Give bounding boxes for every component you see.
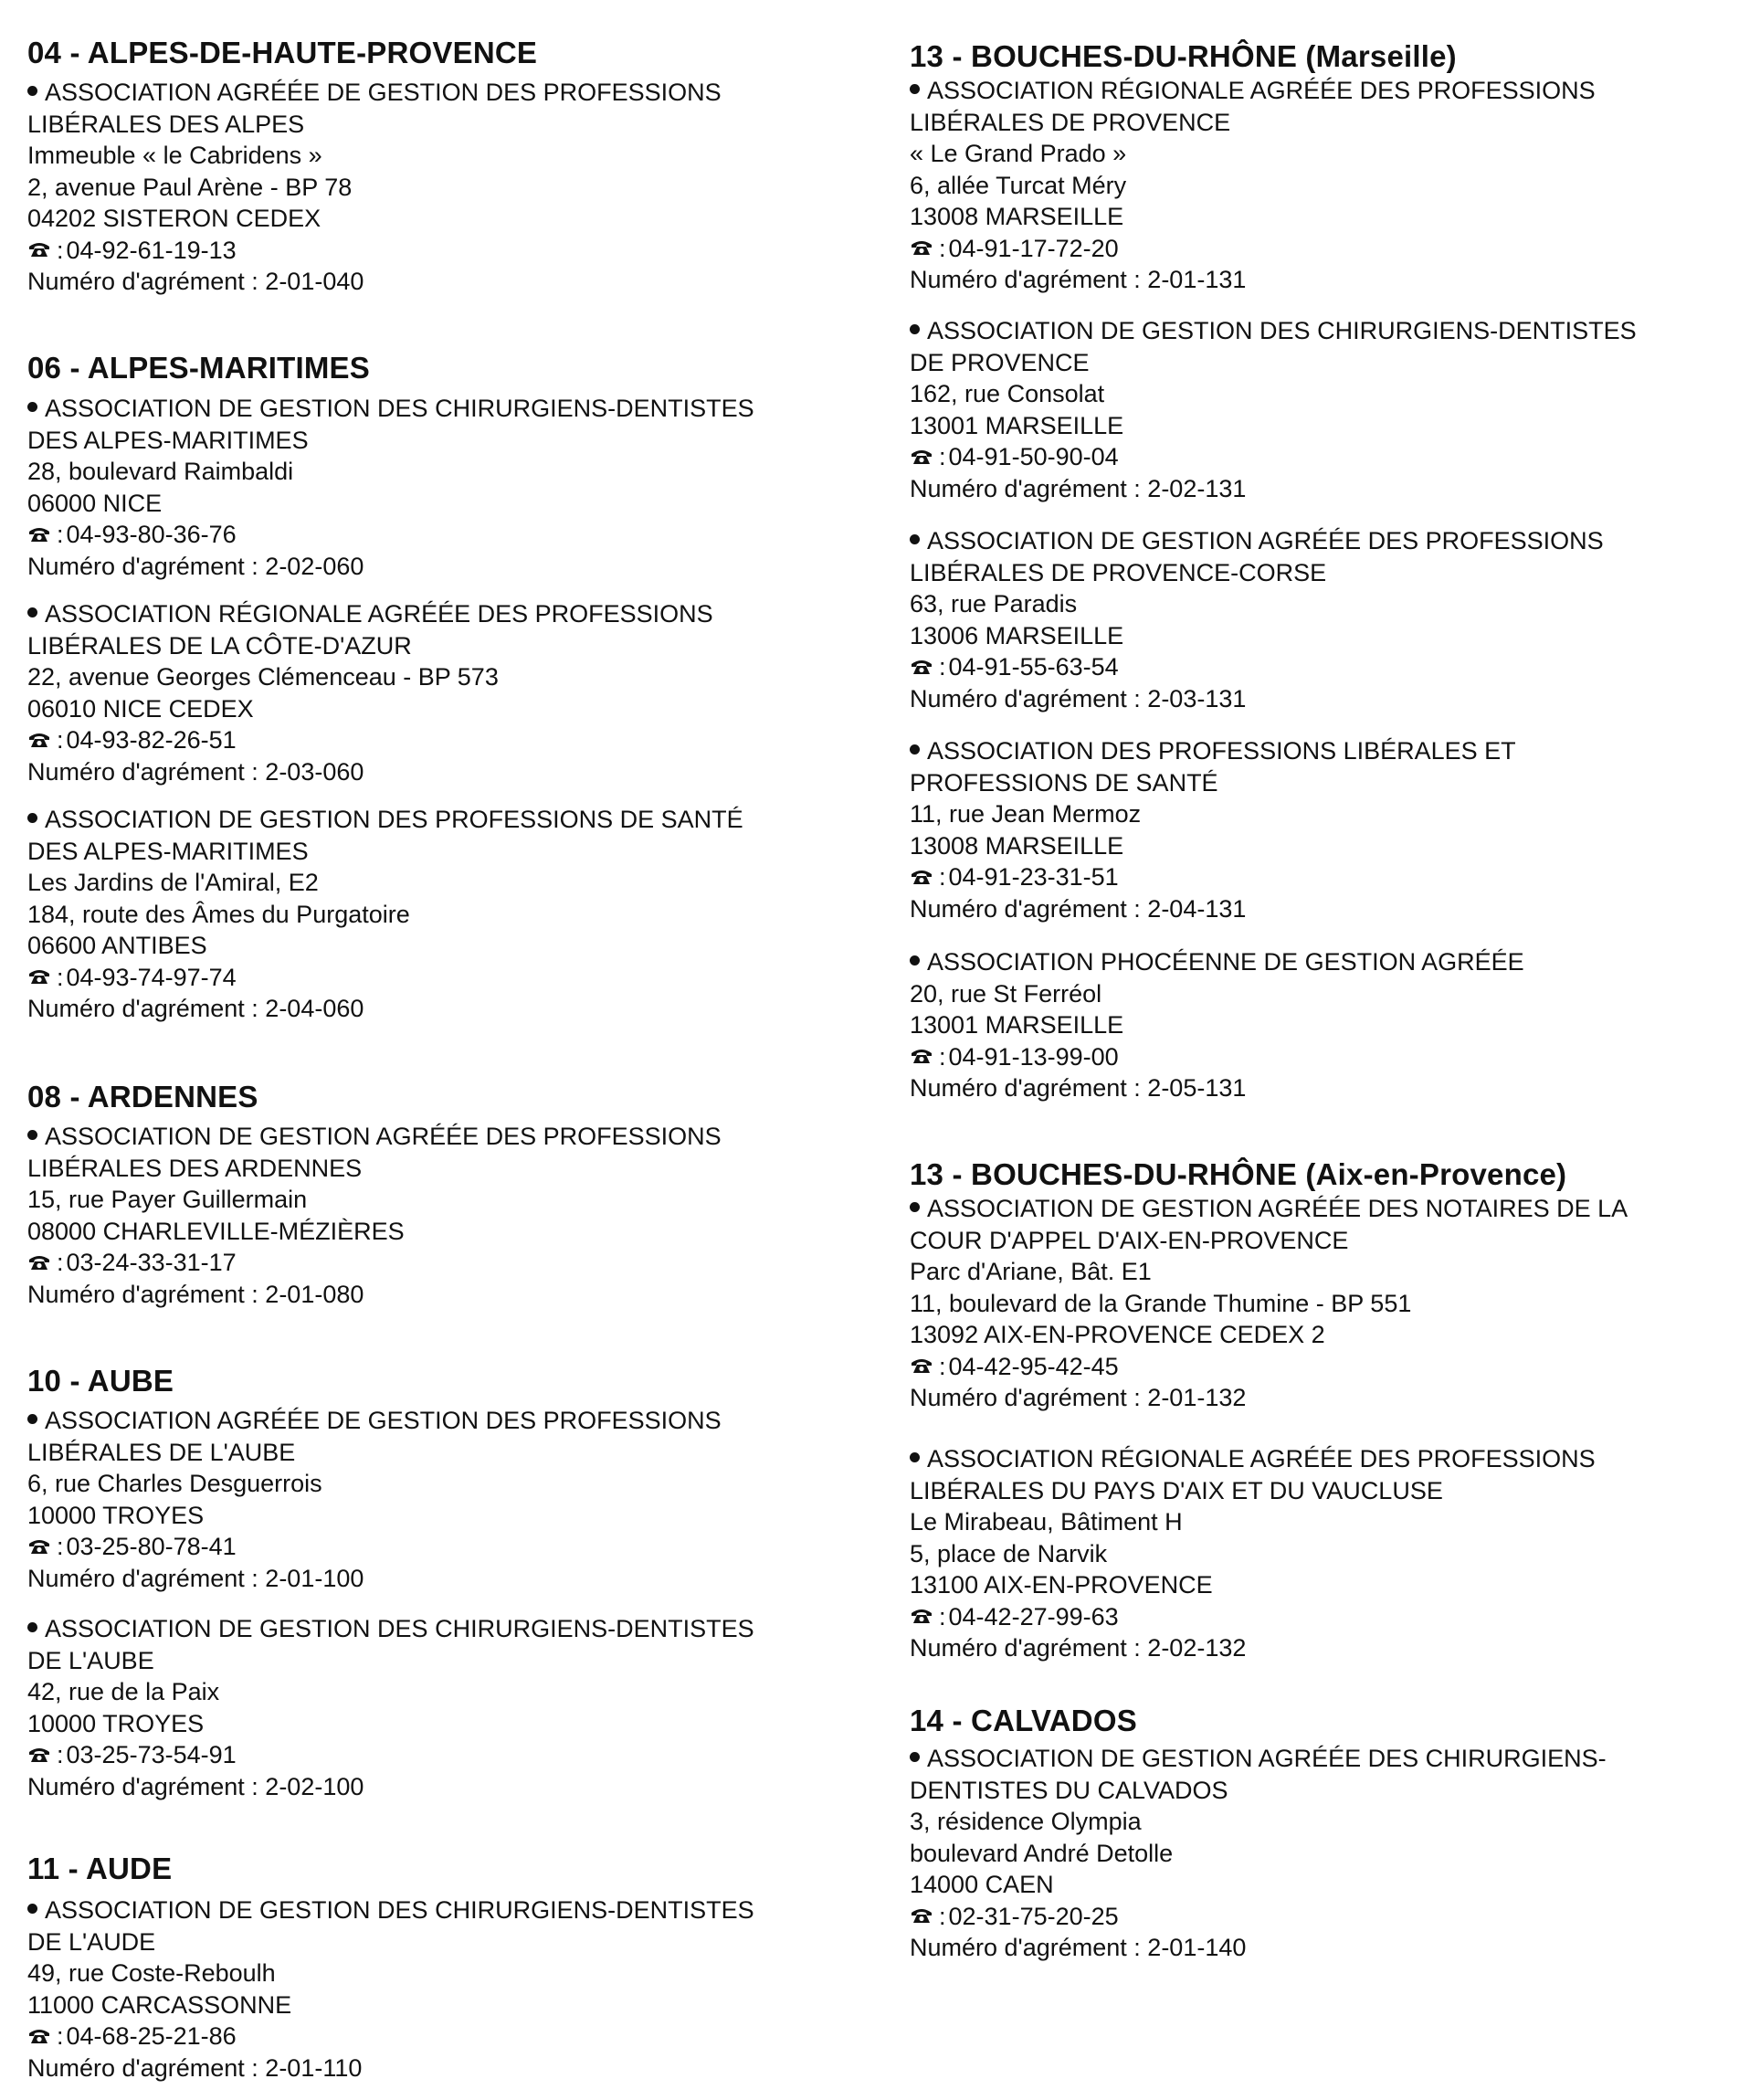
agrement-line bbox=[27, 756, 877, 788]
phone-separator: : bbox=[57, 521, 64, 548]
telephone-icon bbox=[910, 1906, 933, 1925]
association-name-line bbox=[910, 1193, 1739, 1225]
association-name-line bbox=[910, 1475, 1739, 1507]
association-name-text: LIBÉRALES DES ARDENNES bbox=[27, 1154, 363, 1182]
phone-separator: : bbox=[57, 1741, 64, 1768]
phone-line bbox=[27, 962, 877, 994]
association-entry bbox=[27, 598, 877, 787]
phone-separator: : bbox=[939, 1602, 946, 1630]
association-name-text: ASSOCIATION DE GESTION AGRÉÉE DES PROFESSIONS bbox=[927, 527, 1604, 554]
phone-line bbox=[27, 235, 877, 267]
address-line: 13006 MARSEILLE bbox=[910, 621, 1124, 649]
section-heading: 13 - BOUCHES-DU-RHÔNE (Marseille) bbox=[910, 39, 1457, 73]
association-entry bbox=[27, 1121, 877, 1310]
agrement-line bbox=[27, 2053, 877, 2084]
association-name-line bbox=[910, 946, 1739, 978]
phone-line bbox=[910, 1351, 1739, 1383]
association-name-line bbox=[27, 1437, 877, 1469]
association-entry bbox=[910, 1743, 1739, 1964]
agrement-label: Numéro d'agrément : bbox=[910, 1634, 1141, 1662]
association-name-line bbox=[910, 735, 1739, 767]
association-name-text: LIBÉRALES DE LA CÔTE-D'AZUR bbox=[27, 631, 412, 660]
section-heading: 10 - AUBE bbox=[27, 1364, 174, 1398]
section-heading: 13 - BOUCHES-DU-RHÔNE (Aix-en-Provence) bbox=[910, 1157, 1567, 1191]
phone-number: 04-91-23-31-51 bbox=[948, 863, 1119, 891]
agrement-number: 2-01-080 bbox=[265, 1280, 364, 1308]
agrement-label: Numéro d'agrément : bbox=[27, 2053, 258, 2082]
association-name-text: ASSOCIATION AGRÉÉE DE GESTION DES PROFESSIONS bbox=[45, 79, 722, 106]
association-name-text: LIBÉRALES DE L'AUBE bbox=[27, 1438, 296, 1466]
address-line: 49, rue Coste-Reboulh bbox=[27, 1959, 276, 1987]
address-line: 6, rue Charles Desguerrois bbox=[27, 1470, 322, 1497]
address-line: « Le Grand Prado » bbox=[910, 140, 1127, 167]
bullet-icon bbox=[910, 744, 920, 755]
association-name-line bbox=[27, 598, 877, 630]
phone-line bbox=[27, 1531, 877, 1563]
phone-number: 04-91-55-63-54 bbox=[948, 653, 1119, 681]
association-name-line bbox=[27, 836, 877, 868]
telephone-icon bbox=[910, 448, 933, 466]
phone-number: 04-91-17-72-20 bbox=[948, 234, 1119, 262]
phone-separator: : bbox=[57, 2022, 64, 2050]
association-entry bbox=[910, 1443, 1739, 1664]
address-line: 15, rue Payer Guillermain bbox=[27, 1186, 308, 1213]
association-name-line bbox=[910, 1443, 1739, 1475]
association-name-line bbox=[27, 77, 877, 109]
bullet-icon bbox=[27, 86, 37, 96]
section-heading: 08 - ARDENNES bbox=[27, 1080, 258, 1113]
phone-number: 04-93-82-26-51 bbox=[66, 726, 237, 754]
phone-line bbox=[910, 441, 1739, 473]
association-name-line bbox=[27, 1405, 877, 1437]
association-name-line bbox=[910, 1225, 1739, 1257]
phone-separator: : bbox=[57, 726, 64, 754]
address-line: 184, route des Âmes du Purgatoire bbox=[27, 900, 410, 928]
phone-number: 04-91-50-90-04 bbox=[948, 443, 1119, 470]
address-line: 42, rue de la Paix bbox=[27, 1678, 220, 1705]
association-name-text: ASSOCIATION RÉGIONALE AGRÉÉE DES PROFESSIONS bbox=[45, 600, 713, 628]
phone-separator: : bbox=[939, 234, 946, 262]
address-line: 162, rue Consolat bbox=[910, 380, 1105, 407]
association-name-line bbox=[27, 393, 877, 425]
agrement-label: Numéro d'agrément : bbox=[910, 266, 1141, 293]
agrement-label: Numéro d'agrément : bbox=[27, 552, 258, 580]
telephone-icon bbox=[910, 658, 933, 676]
address-line: Parc d'Ariane, Bât. E1 bbox=[910, 1258, 1152, 1285]
agrement-label: Numéro d'agrément : bbox=[910, 1384, 1141, 1411]
association-name-line bbox=[910, 347, 1739, 379]
agrement-line bbox=[910, 1382, 1739, 1414]
phone-line bbox=[27, 2021, 877, 2053]
association-name-line bbox=[27, 1894, 877, 1926]
section-heading: 11 - AUDE bbox=[27, 1852, 173, 1885]
address-line: 04202 SISTERON CEDEX bbox=[27, 205, 321, 232]
agrement-line bbox=[910, 1072, 1739, 1104]
bullet-icon bbox=[910, 324, 920, 334]
address-line: 13001 MARSEILLE bbox=[910, 1011, 1124, 1039]
bullet-icon bbox=[27, 813, 37, 823]
association-name-text: ASSOCIATION DE GESTION DES CHIRURGIENS-DENTISTES bbox=[45, 1615, 754, 1642]
agrement-line bbox=[27, 993, 877, 1025]
association-name-line bbox=[27, 109, 877, 141]
address-line: 06010 NICE CEDEX bbox=[27, 694, 254, 723]
association-name-text: ASSOCIATION RÉGIONALE AGRÉÉE DES PROFESSIONS bbox=[927, 1445, 1596, 1472]
phone-separator: : bbox=[939, 1902, 946, 1930]
association-name-line bbox=[27, 1153, 877, 1185]
agrement-number: 2-01-110 bbox=[265, 2053, 363, 2082]
phone-number: 04-93-74-97-74 bbox=[66, 963, 237, 991]
association-name-text: PROFESSIONS DE SANTÉ bbox=[910, 768, 1218, 797]
association-name-line bbox=[27, 804, 877, 836]
address-line: 06600 ANTIBES bbox=[27, 932, 207, 959]
agrement-label: Numéro d'agrément : bbox=[910, 474, 1141, 502]
address-line: 13008 MARSEILLE bbox=[910, 831, 1124, 860]
phone-line bbox=[910, 233, 1739, 265]
agrement-number: 2-03-060 bbox=[265, 757, 364, 786]
agrement-label: Numéro d'agrément : bbox=[910, 1074, 1141, 1102]
phone-line bbox=[910, 1041, 1739, 1073]
telephone-icon bbox=[27, 240, 51, 259]
agrement-number: 2-01-132 bbox=[1147, 1384, 1247, 1411]
section-heading: 04 - ALPES-DE-HAUTE-PROVENCE bbox=[27, 36, 538, 69]
address-line: boulevard André Detolle bbox=[910, 1839, 1174, 1867]
association-name-text: DES ALPES-MARITIMES bbox=[27, 837, 309, 865]
agrement-line bbox=[910, 264, 1739, 296]
agrement-number: 2-05-131 bbox=[1147, 1074, 1247, 1102]
phone-line bbox=[910, 1601, 1739, 1633]
association-name-text: ASSOCIATION RÉGIONALE AGRÉÉE DES PROFESSIONS bbox=[927, 77, 1596, 104]
association-name-text: ASSOCIATION DE GESTION AGRÉÉE DES CHIRURGIENS- bbox=[927, 1745, 1607, 1772]
association-name-text: ASSOCIATION DE GESTION DES PROFESSIONS DE SANTÉ bbox=[45, 806, 743, 833]
phone-separator: : bbox=[939, 653, 946, 681]
association-name-text: ASSOCIATION DE GESTION AGRÉÉE DES PROFESSIONS bbox=[45, 1123, 722, 1150]
association-name-line bbox=[910, 107, 1739, 139]
agrement-number: 2-03-131 bbox=[1147, 684, 1247, 712]
phone-line bbox=[910, 1901, 1739, 1933]
agrement-line bbox=[27, 1771, 877, 1803]
address-line: Les Jardins de l'Amiral, E2 bbox=[27, 869, 319, 896]
phone-separator: : bbox=[939, 863, 946, 891]
agrement-line bbox=[910, 473, 1739, 505]
phone-number: 02-31-75-20-25 bbox=[948, 1902, 1119, 1930]
bullet-icon bbox=[910, 1202, 920, 1212]
section-heading: 14 - CALVADOS bbox=[910, 1704, 1137, 1737]
phone-number: 04-68-25-21-86 bbox=[66, 2022, 237, 2050]
association-entry bbox=[910, 75, 1739, 296]
agrement-number: 2-01-131 bbox=[1147, 266, 1247, 293]
association-name-text: COUR D'APPEL D'AIX-EN-PROVENCE bbox=[910, 1226, 1349, 1254]
association-name-line bbox=[27, 1121, 877, 1153]
agrement-number: 2-01-140 bbox=[1147, 1934, 1247, 1961]
agrement-number: 2-04-060 bbox=[265, 995, 364, 1022]
address-line: Immeuble « le Cabridens » bbox=[27, 142, 322, 169]
bullet-icon bbox=[27, 402, 37, 412]
telephone-icon bbox=[910, 1607, 933, 1625]
association-entry bbox=[27, 804, 877, 1025]
bullet-icon bbox=[27, 1414, 37, 1424]
address-line: 13001 MARSEILLE bbox=[910, 411, 1124, 439]
phone-number: 04-42-27-99-63 bbox=[948, 1602, 1119, 1630]
association-name-line bbox=[27, 1926, 877, 1958]
address-line: 5, place de Narvik bbox=[910, 1539, 1108, 1567]
association-entry bbox=[27, 393, 877, 582]
association-entry bbox=[910, 735, 1739, 924]
bullet-icon bbox=[27, 1130, 37, 1140]
association-name-text: ASSOCIATION PHOCÉENNE DE GESTION AGRÉÉE bbox=[927, 948, 1524, 976]
association-name-line bbox=[27, 425, 877, 457]
phone-separator: : bbox=[939, 1042, 946, 1071]
association-name-text: LIBÉRALES DE PROVENCE-CORSE bbox=[910, 558, 1327, 586]
phone-separator: : bbox=[57, 236, 64, 264]
bullet-icon bbox=[27, 1904, 37, 1914]
association-name-line bbox=[910, 767, 1739, 799]
agrement-label: Numéro d'agrément : bbox=[910, 894, 1141, 923]
address-line: 06000 NICE bbox=[27, 489, 163, 517]
association-entry bbox=[27, 1405, 877, 1594]
address-line: 28, boulevard Raimbaldi bbox=[27, 458, 294, 485]
telephone-icon bbox=[910, 868, 933, 886]
phone-separator: : bbox=[939, 1352, 946, 1380]
address-line: 13092 AIX-EN-PROVENCE CEDEX 2 bbox=[910, 1321, 1325, 1348]
association-name-text: ASSOCIATION DE GESTION DES CHIRURGIENS-DENTISTES bbox=[927, 317, 1637, 344]
address-line: 10000 TROYES bbox=[27, 1709, 205, 1737]
phone-number: 03-24-33-31-17 bbox=[66, 1249, 237, 1276]
agrement-number: 2-02-132 bbox=[1147, 1634, 1247, 1662]
agrement-line bbox=[910, 1632, 1739, 1664]
address-line: 10000 TROYES bbox=[27, 1501, 205, 1529]
telephone-icon bbox=[27, 1537, 51, 1556]
phone-line bbox=[27, 1739, 877, 1771]
agrement-label: Numéro d'agrément : bbox=[27, 1772, 258, 1800]
association-name-text: LIBÉRALES DES ALPES bbox=[27, 110, 305, 138]
address-line: 22, avenue Georges Clémenceau - BP 573 bbox=[27, 663, 499, 691]
agrement-line bbox=[910, 893, 1739, 925]
agrement-label: Numéro d'agrément : bbox=[27, 268, 258, 295]
address-line: 2, avenue Paul Arène - BP 78 bbox=[27, 173, 353, 201]
association-name-text: DENTISTES DU CALVADOS bbox=[910, 1776, 1228, 1804]
phone-line bbox=[27, 1247, 877, 1279]
phone-separator: : bbox=[57, 1533, 64, 1560]
agrement-number: 2-01-100 bbox=[265, 1564, 364, 1592]
agrement-label: Numéro d'agrément : bbox=[910, 1934, 1141, 1961]
association-name-text: DE L'AUDE bbox=[27, 1927, 156, 1956]
agrement-number: 2-01-040 bbox=[265, 268, 364, 295]
phone-separator: : bbox=[57, 1249, 64, 1276]
association-name-text: ASSOCIATION DE GESTION AGRÉÉE DES NOTAIRES DE LA bbox=[927, 1195, 1628, 1222]
agrement-line bbox=[27, 551, 877, 583]
association-entry bbox=[910, 946, 1739, 1104]
phone-line bbox=[910, 861, 1739, 893]
agrement-label: Numéro d'agrément : bbox=[27, 1564, 258, 1592]
address-line: 6, allée Turcat Méry bbox=[910, 171, 1127, 199]
association-entry bbox=[27, 1894, 877, 2084]
bullet-icon bbox=[910, 1452, 920, 1462]
bullet-icon bbox=[910, 955, 920, 966]
association-entry bbox=[27, 77, 877, 298]
phone-line bbox=[27, 519, 877, 551]
association-name-line bbox=[27, 1645, 877, 1677]
association-name-line bbox=[910, 75, 1739, 107]
bullet-icon bbox=[910, 1752, 920, 1762]
association-name-text: LIBÉRALES DE PROVENCE bbox=[910, 108, 1231, 136]
association-name-text: ASSOCIATION DE GESTION DES CHIRURGIENS-DENTISTES bbox=[45, 1896, 754, 1924]
association-name-text: DES ALPES-MARITIMES bbox=[27, 426, 309, 454]
association-name-text: DE PROVENCE bbox=[910, 348, 1090, 376]
agrement-label: Numéro d'agrément : bbox=[27, 1280, 258, 1308]
association-name-text: DE L'AUBE bbox=[27, 1646, 154, 1674]
association-name-text: LIBÉRALES DU PAYS D'AIX ET DU VAUCLUSE bbox=[910, 1476, 1443, 1504]
phone-number: 03-25-73-54-91 bbox=[66, 1741, 237, 1768]
association-entry bbox=[910, 315, 1739, 504]
phone-number: 04-91-13-99-00 bbox=[948, 1042, 1119, 1071]
bullet-icon bbox=[27, 607, 37, 617]
association-entry bbox=[27, 1613, 877, 1802]
association-name-line bbox=[910, 1743, 1739, 1775]
agrement-line bbox=[910, 683, 1739, 715]
association-name-text: ASSOCIATION DES PROFESSIONS LIBÉRALES ET bbox=[927, 737, 1516, 765]
phone-line bbox=[910, 651, 1739, 683]
agrement-label: Numéro d'agrément : bbox=[27, 995, 258, 1022]
section-heading: 06 - ALPES-MARITIMES bbox=[27, 351, 370, 385]
agrement-line bbox=[27, 1279, 877, 1311]
telephone-icon bbox=[27, 2027, 51, 2045]
address-line: 14000 CAEN bbox=[910, 1871, 1054, 1898]
phone-number: 03-25-80-78-41 bbox=[66, 1533, 237, 1560]
address-line: 20, rue St Ferréol bbox=[910, 979, 1102, 1008]
telephone-icon bbox=[910, 1356, 933, 1375]
telephone-icon bbox=[27, 731, 51, 749]
address-line: 63, rue Paradis bbox=[910, 590, 1078, 617]
agrement-number: 2-04-131 bbox=[1147, 894, 1247, 923]
telephone-icon bbox=[27, 967, 51, 986]
address-line: 11, rue Jean Mermoz bbox=[910, 800, 1142, 828]
agrement-number: 2-02-100 bbox=[265, 1772, 364, 1800]
association-name-line bbox=[910, 557, 1739, 589]
address-line: 13008 MARSEILLE bbox=[910, 203, 1124, 230]
association-name-line bbox=[910, 315, 1739, 347]
association-entry bbox=[910, 1193, 1739, 1414]
agrement-label: Numéro d'agrément : bbox=[910, 684, 1141, 712]
association-name-text: ASSOCIATION AGRÉÉE DE GESTION DES PROFESSIONS bbox=[45, 1407, 722, 1434]
address-line: 11000 CARCASSONNE bbox=[27, 1990, 292, 2019]
phone-separator: : bbox=[939, 443, 946, 470]
agrement-line bbox=[27, 266, 877, 298]
agrement-label: Numéro d'agrément : bbox=[27, 757, 258, 786]
address-line: 11, boulevard de la Grande Thumine - BP 551 bbox=[910, 1289, 1412, 1317]
telephone-icon bbox=[27, 1746, 51, 1764]
agrement-line bbox=[910, 1932, 1739, 1964]
association-name-line bbox=[27, 1613, 877, 1645]
telephone-icon bbox=[27, 525, 51, 543]
bullet-icon bbox=[27, 1622, 37, 1632]
association-name-text: ASSOCIATION DE GESTION DES CHIRURGIENS-DENTISTES bbox=[45, 395, 754, 422]
phone-separator: : bbox=[57, 963, 64, 991]
phone-number: 04-42-95-42-45 bbox=[948, 1352, 1119, 1380]
agrement-number: 2-02-131 bbox=[1147, 474, 1247, 502]
address-line: 08000 CHARLEVILLE-MÉZIÈRES bbox=[27, 1217, 405, 1245]
phone-number: 04-92-61-19-13 bbox=[66, 236, 237, 264]
agrement-number: 2-02-060 bbox=[265, 552, 364, 580]
association-name-line bbox=[910, 1775, 1739, 1807]
association-name-line bbox=[910, 525, 1739, 557]
agrement-line bbox=[27, 1563, 877, 1595]
bullet-icon bbox=[910, 84, 920, 94]
telephone-icon bbox=[910, 1047, 933, 1065]
association-entry bbox=[910, 525, 1739, 714]
association-name-line bbox=[27, 630, 877, 662]
address-line: 3, résidence Olympia bbox=[910, 1808, 1142, 1835]
bullet-icon bbox=[910, 534, 920, 544]
telephone-icon bbox=[910, 238, 933, 257]
telephone-icon bbox=[27, 1253, 51, 1272]
phone-number: 04-93-80-36-76 bbox=[66, 521, 237, 548]
address-line: 13100 AIX-EN-PROVENCE bbox=[910, 1571, 1213, 1599]
address-line: Le Mirabeau, Bâtiment H bbox=[910, 1508, 1183, 1535]
phone-line bbox=[27, 724, 877, 756]
